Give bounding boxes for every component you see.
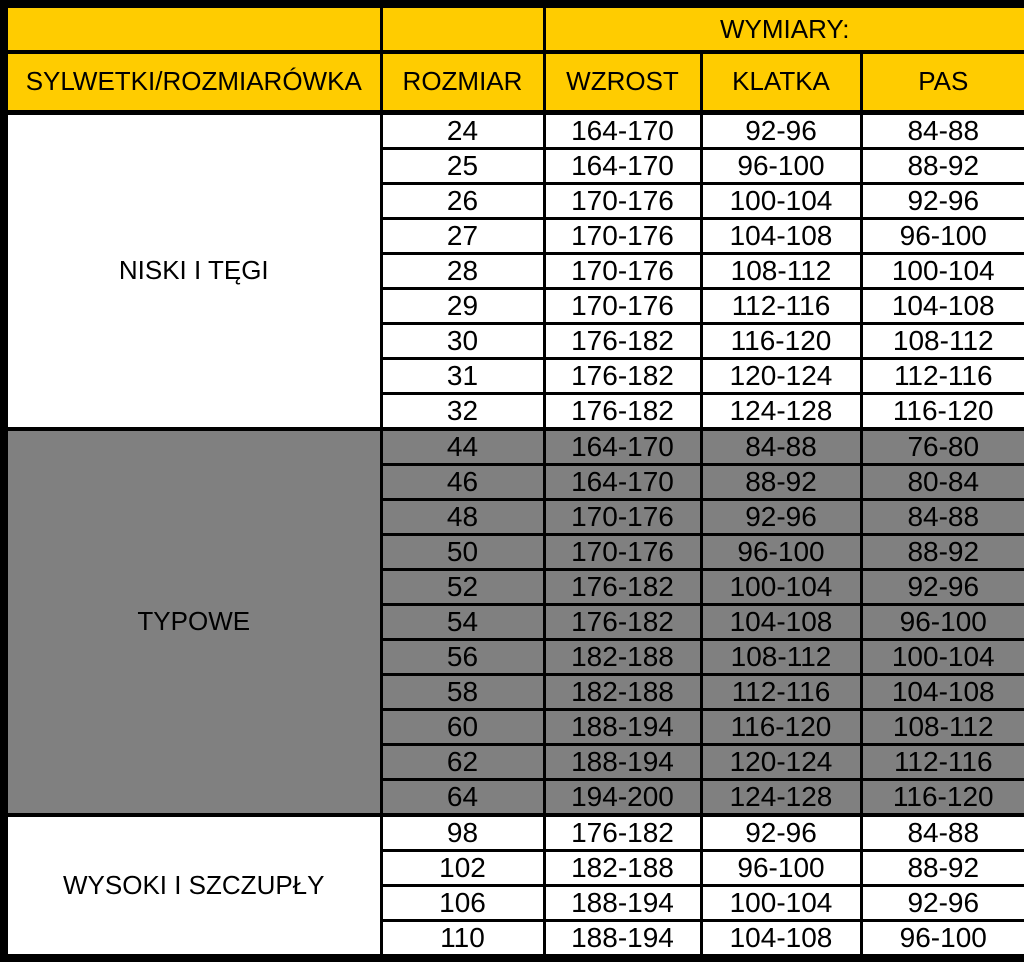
- section-label: NISKI I TĘGI: [4, 112, 381, 429]
- wzrost-cell: 164-170: [544, 112, 701, 148]
- rozmiar-cell: 27: [381, 218, 544, 253]
- wzrost-cell: 164-170: [544, 464, 701, 499]
- klatka-cell: 104-108: [701, 920, 861, 958]
- klatka-cell: 100-104: [701, 183, 861, 218]
- rozmiar-cell: 60: [381, 709, 544, 744]
- klatka-cell: 92-96: [701, 112, 861, 148]
- pas-cell: 88-92: [861, 850, 1024, 885]
- header-top-row: [4, 4, 1024, 52]
- column-header-pas: PAS: [861, 52, 1024, 112]
- klatka-cell: 84-88: [701, 429, 861, 465]
- wzrost-cell: 188-194: [544, 920, 701, 958]
- rozmiar-cell: 62: [381, 744, 544, 779]
- section-label: TYPOWE: [4, 429, 381, 815]
- klatka-cell: 112-116: [701, 674, 861, 709]
- rozmiar-cell: 32: [381, 393, 544, 429]
- pas-cell: 92-96: [861, 885, 1024, 920]
- rozmiar-cell: 64: [381, 779, 544, 815]
- rozmiar-cell: 102: [381, 850, 544, 885]
- pas-cell: 108-112: [861, 323, 1024, 358]
- pas-cell: 116-120: [861, 393, 1024, 429]
- rozmiar-cell: 106: [381, 885, 544, 920]
- wzrost-cell: 164-170: [544, 429, 701, 465]
- pas-cell: 96-100: [861, 218, 1024, 253]
- pas-cell: 96-100: [861, 920, 1024, 958]
- rozmiar-cell: 24: [381, 112, 544, 148]
- table-header: [4, 4, 1024, 112]
- pas-cell: 100-104: [861, 639, 1024, 674]
- rozmiar-cell: 46: [381, 464, 544, 499]
- klatka-cell: 100-104: [701, 569, 861, 604]
- rozmiar-cell: 30: [381, 323, 544, 358]
- pas-cell: 96-100: [861, 604, 1024, 639]
- table-row: [4, 815, 1024, 851]
- rozmiar-cell: 28: [381, 253, 544, 288]
- rozmiar-cell: 31: [381, 358, 544, 393]
- pas-cell: 76-80: [861, 429, 1024, 465]
- table-body: [4, 112, 1024, 958]
- klatka-cell: 120-124: [701, 358, 861, 393]
- pas-cell: 112-116: [861, 744, 1024, 779]
- klatka-cell: 96-100: [701, 148, 861, 183]
- wzrost-cell: 170-176: [544, 499, 701, 534]
- rozmiar-cell: 110: [381, 920, 544, 958]
- pas-cell: 92-96: [861, 569, 1024, 604]
- wzrost-cell: 170-176: [544, 218, 701, 253]
- pas-cell: 84-88: [861, 112, 1024, 148]
- wzrost-cell: 176-182: [544, 358, 701, 393]
- klatka-cell: 104-108: [701, 218, 861, 253]
- klatka-cell: 108-112: [701, 253, 861, 288]
- rozmiar-cell: 54: [381, 604, 544, 639]
- wzrost-cell: 170-176: [544, 183, 701, 218]
- klatka-cell: 96-100: [701, 534, 861, 569]
- klatka-cell: 108-112: [701, 639, 861, 674]
- wzrost-cell: 164-170: [544, 148, 701, 183]
- klatka-cell: 120-124: [701, 744, 861, 779]
- wzrost-cell: 182-188: [544, 639, 701, 674]
- klatka-cell: 104-108: [701, 604, 861, 639]
- klatka-cell: 112-116: [701, 288, 861, 323]
- klatka-cell: 88-92: [701, 464, 861, 499]
- wzrost-cell: 194-200: [544, 779, 701, 815]
- klatka-cell: 124-128: [701, 393, 861, 429]
- wzrost-cell: 176-182: [544, 815, 701, 851]
- pas-cell: 104-108: [861, 288, 1024, 323]
- klatka-cell: 100-104: [701, 885, 861, 920]
- pas-cell: 84-88: [861, 815, 1024, 851]
- klatka-cell: 116-120: [701, 323, 861, 358]
- pas-cell: 92-96: [861, 183, 1024, 218]
- pas-cell: 80-84: [861, 464, 1024, 499]
- column-header-sylwetki: SYLWETKI/ROZMIARÓWKA: [4, 52, 381, 112]
- column-header-klatka: KLATKA: [701, 52, 861, 112]
- rozmiar-cell: 26: [381, 183, 544, 218]
- rozmiar-cell: 29: [381, 288, 544, 323]
- klatka-cell: 92-96: [701, 815, 861, 851]
- klatka-cell: 92-96: [701, 499, 861, 534]
- pas-cell: 88-92: [861, 534, 1024, 569]
- pas-cell: 88-92: [861, 148, 1024, 183]
- wzrost-cell: 182-188: [544, 850, 701, 885]
- rozmiar-cell: 58: [381, 674, 544, 709]
- wzrost-cell: 188-194: [544, 709, 701, 744]
- rozmiar-cell: 98: [381, 815, 544, 851]
- wzrost-cell: 188-194: [544, 885, 701, 920]
- column-header-rozmiar: ROZMIAR: [381, 52, 544, 112]
- pas-cell: 104-108: [861, 674, 1024, 709]
- wzrost-cell: 176-182: [544, 604, 701, 639]
- wymiary-header-cell: WYMIARY:: [544, 4, 1024, 52]
- pas-cell: 112-116: [861, 358, 1024, 393]
- corner-cell-left: [4, 4, 381, 52]
- wzrost-cell: 188-194: [544, 744, 701, 779]
- rozmiar-cell: 48: [381, 499, 544, 534]
- wzrost-cell: 170-176: [544, 288, 701, 323]
- klatka-cell: 124-128: [701, 779, 861, 815]
- klatka-cell: 96-100: [701, 850, 861, 885]
- rozmiar-cell: 52: [381, 569, 544, 604]
- section-label: WYSOKI I SZCZUPŁY: [4, 815, 381, 958]
- rozmiar-cell: 56: [381, 639, 544, 674]
- corner-cell-rozmiar: [381, 4, 544, 52]
- table-row: [4, 429, 1024, 465]
- rozmiar-cell: 50: [381, 534, 544, 569]
- wzrost-cell: 176-182: [544, 323, 701, 358]
- wzrost-cell: 170-176: [544, 253, 701, 288]
- wzrost-cell: 182-188: [544, 674, 701, 709]
- wzrost-cell: 170-176: [544, 534, 701, 569]
- column-header-wzrost: WZROST: [544, 52, 701, 112]
- klatka-cell: 116-120: [701, 709, 861, 744]
- header-columns-row: [4, 52, 1024, 112]
- pas-cell: 108-112: [861, 709, 1024, 744]
- pas-cell: 100-104: [861, 253, 1024, 288]
- wzrost-cell: 176-182: [544, 393, 701, 429]
- table-row: [4, 112, 1024, 148]
- pas-cell: 84-88: [861, 499, 1024, 534]
- wzrost-cell: 176-182: [544, 569, 701, 604]
- rozmiar-cell: 25: [381, 148, 544, 183]
- rozmiar-cell: 44: [381, 429, 544, 465]
- pas-cell: 116-120: [861, 779, 1024, 815]
